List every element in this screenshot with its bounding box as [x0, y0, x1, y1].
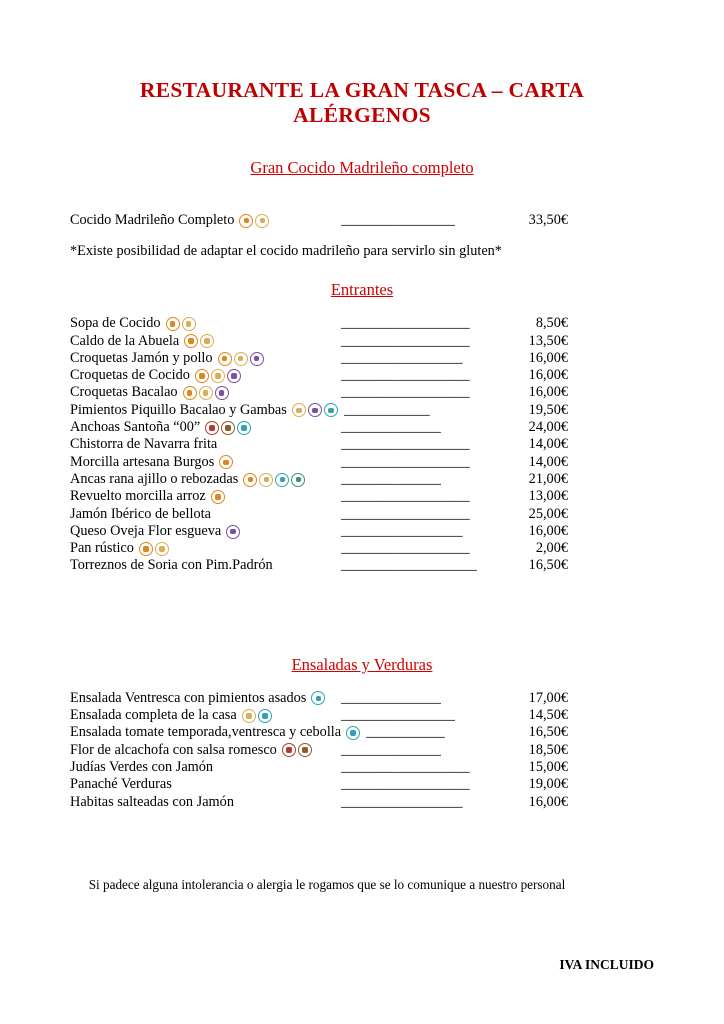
- menu-item-row: [70, 367, 568, 384]
- molluscs-allergen-icon: [291, 473, 305, 487]
- item-line: __________________: [341, 384, 470, 401]
- item-left: [70, 776, 335, 793]
- gluten-allergen-icon: [166, 317, 180, 331]
- item-left: [70, 506, 335, 523]
- item-price: 16,50€: [528, 557, 568, 574]
- gluten-allergen-icon: [139, 542, 153, 556]
- menu-item-row: [70, 402, 568, 419]
- menu-item-row: [70, 488, 568, 505]
- item-price: 33,50€: [528, 212, 568, 228]
- item-price: 16,50€: [528, 724, 568, 741]
- menu-section: [70, 280, 654, 574]
- item-price: 16,00€: [528, 367, 568, 384]
- item-price: 2,00€: [535, 540, 568, 557]
- crustaceans-allergen-icon: [205, 421, 219, 435]
- fish-allergen-icon: [275, 473, 289, 487]
- page-title: RESTAURANTE LA GRAN TASCA – CARTA ALÉRGENOS: [139, 78, 585, 127]
- fish-allergen-icon: [324, 403, 338, 417]
- gluten-allergen-icon: [243, 473, 257, 487]
- menu-item-row: [70, 557, 568, 574]
- item-allergens: [183, 386, 229, 400]
- item-allergens: [242, 709, 272, 723]
- item-line: _________________: [341, 522, 463, 539]
- menu-item-row: [70, 333, 568, 350]
- milk-allergen-icon: [227, 369, 241, 383]
- milk-allergen-icon: [215, 386, 229, 400]
- item-price: 16,00€: [528, 522, 568, 539]
- item-price: 21,00€: [528, 470, 568, 487]
- item-allergens: [139, 542, 169, 556]
- item-left: [70, 540, 335, 557]
- item-line: ______________: [341, 470, 442, 487]
- item-price: 16,00€: [528, 384, 568, 401]
- item-left: [70, 436, 335, 453]
- crustaceans-allergen-icon: [282, 743, 296, 757]
- item-name: Queso Oveja Flor esgueva: [70, 522, 222, 539]
- menu-item-row: [70, 707, 568, 724]
- menu-item-row: [70, 724, 568, 741]
- menu-item-row: [70, 454, 568, 471]
- item-name: Jamón Ibérico de bellota: [70, 505, 211, 522]
- item-line: _________________: [341, 349, 463, 366]
- item-left: [70, 315, 335, 332]
- item-line: __________________: [341, 540, 470, 557]
- item-name: Pimientos Piquillo Bacalao y Gambas: [70, 401, 287, 418]
- milk-allergen-icon: [226, 525, 240, 539]
- item-allergens: [226, 525, 240, 539]
- item-line: ________________: [341, 707, 456, 724]
- item-allergens: [311, 691, 325, 705]
- egg-allergen-icon: [199, 386, 213, 400]
- item-allergens: [166, 317, 196, 331]
- item-name: Ensalada completa de la casa: [70, 707, 237, 724]
- fish-allergen-icon: [258, 709, 272, 723]
- item-line: ___________________: [341, 557, 477, 574]
- item-name: Panaché Verduras: [70, 776, 172, 793]
- item-allergens: [243, 473, 305, 487]
- gluten-allergen-icon: [218, 352, 232, 366]
- item-line: __________________: [341, 436, 470, 453]
- menu-sections: [70, 158, 654, 811]
- fish-allergen-icon: [346, 726, 360, 740]
- iva-included-note: IVA INCLUIDO: [559, 956, 654, 972]
- item-left: [70, 333, 335, 350]
- item-allergens: [239, 214, 269, 228]
- item-left: [70, 402, 338, 419]
- item-left: [70, 742, 335, 759]
- menu-item-row: [70, 436, 568, 453]
- gluten-allergen-icon: [183, 386, 197, 400]
- egg-allergen-icon: [200, 334, 214, 348]
- item-line: ____________: [343, 401, 430, 418]
- item-name: Chistorra de Navarra frita: [70, 436, 218, 453]
- sulphites-allergen-icon: [221, 421, 235, 435]
- item-line: ______________: [341, 741, 442, 758]
- item-allergens: [292, 403, 338, 417]
- item-left: [70, 707, 335, 724]
- item-allergens: [195, 369, 241, 383]
- menu-item-row: [70, 506, 568, 523]
- item-price: 25,00€: [528, 505, 568, 522]
- item-name: Sopa de Cocido: [70, 315, 161, 332]
- item-left: [70, 794, 335, 811]
- item-line: __________________: [341, 332, 470, 349]
- egg-allergen-icon: [182, 317, 196, 331]
- item-price: 8,50€: [535, 315, 568, 332]
- item-name: Croquetas de Cocido: [70, 367, 190, 384]
- menu-item-row: [70, 350, 568, 367]
- item-left: [70, 523, 335, 540]
- item-left: [70, 557, 335, 574]
- item-allergens: [218, 352, 264, 366]
- item-left: [70, 367, 335, 384]
- item-line: __________________: [341, 453, 470, 470]
- item-price: 18,50€: [528, 741, 568, 758]
- item-left: [70, 419, 335, 436]
- gluten-allergen-icon: [184, 334, 198, 348]
- item-price: 14,00€: [528, 436, 568, 453]
- item-price: 13,50€: [528, 332, 568, 349]
- item-allergens: [211, 490, 225, 504]
- item-allergens: [205, 421, 251, 435]
- item-price: 19,00€: [528, 776, 568, 793]
- item-name: Habitas salteadas con Jamón: [70, 793, 234, 810]
- item-allergens: [184, 334, 214, 348]
- item-price: 14,00€: [528, 453, 568, 470]
- item-line: ______________: [341, 419, 442, 436]
- menu-item-row: [70, 776, 568, 793]
- item-line: ______________: [341, 689, 442, 706]
- item-name: Croquetas Jamón y pollo: [70, 349, 213, 366]
- item-left: [70, 759, 335, 776]
- menu-item-row: [70, 523, 568, 540]
- item-allergens: [346, 726, 360, 740]
- item-line: __________________: [341, 488, 470, 505]
- item-name: Croquetas Bacalao: [70, 384, 178, 401]
- section-items: [70, 212, 568, 229]
- item-line: _________________: [341, 793, 463, 810]
- item-left: [70, 690, 335, 707]
- item-line: ________________: [341, 212, 456, 228]
- gluten-allergen-icon: [195, 369, 209, 383]
- item-price: 15,00€: [528, 758, 568, 775]
- egg-allergen-icon: [242, 709, 256, 723]
- item-name: Ensalada Ventresca con pimientos asados: [70, 689, 307, 706]
- item-left: [70, 471, 335, 488]
- item-line: __________________: [341, 315, 470, 332]
- menu-item-row: [70, 419, 568, 436]
- item-left: [70, 724, 360, 741]
- item-price: 24,00€: [528, 419, 568, 436]
- item-price: 16,00€: [528, 349, 568, 366]
- menu-section: [70, 158, 654, 260]
- item-left: [70, 454, 335, 471]
- section-note: *Existe posibilidad de adaptar el cocido madrileño para servirlo sin gluten*: [70, 243, 502, 260]
- item-line: __________________: [341, 505, 470, 522]
- item-left: [70, 384, 335, 401]
- item-name: Cocido Madrileño Completo: [70, 212, 235, 228]
- section-heading: Gran Cocido Madrileño completo: [250, 158, 474, 177]
- egg-allergen-icon: [234, 352, 248, 366]
- menu-item-row: [70, 315, 568, 332]
- item-allergens: [219, 455, 233, 469]
- menu-section: [70, 655, 654, 811]
- item-line: __________________: [341, 776, 470, 793]
- item-name: Flor de alcachofa con salsa romesco: [70, 741, 277, 758]
- item-name: Anchoas Santoña “00”: [70, 419, 201, 436]
- item-name: Revuelto morcilla arroz: [70, 488, 206, 505]
- section-items: [70, 690, 568, 811]
- item-name: Judías Verdes con Jamón: [70, 758, 214, 775]
- item-line: __________________: [341, 758, 470, 775]
- menu-item-row: [70, 471, 568, 488]
- item-price: 13,00€: [528, 488, 568, 505]
- menu-item-row: [70, 759, 568, 776]
- item-price: 17,00€: [528, 689, 568, 706]
- item-name: Pan rústico: [70, 540, 134, 557]
- item-name: Torreznos de Soria con Pim.Padrón: [70, 557, 273, 574]
- menu-item-row: [70, 212, 568, 229]
- fish-allergen-icon: [311, 691, 325, 705]
- gluten-allergen-icon: [219, 455, 233, 469]
- menu-item-row: [70, 540, 568, 557]
- item-price: 14,50€: [528, 707, 568, 724]
- egg-allergen-icon: [255, 214, 269, 228]
- milk-allergen-icon: [250, 352, 264, 366]
- item-name: Morcilla artesana Burgos: [70, 453, 215, 470]
- section-heading: Ensaladas y Verduras: [291, 654, 433, 674]
- item-name: Ancas rana ajillo o rebozadas: [70, 470, 239, 487]
- egg-allergen-icon: [211, 369, 225, 383]
- allergy-notice: Si padece alguna intolerancia o alergia le rogamos que se lo comunique a nuestro personal: [88, 876, 566, 892]
- egg-allergen-icon: [155, 542, 169, 556]
- fish-allergen-icon: [237, 421, 251, 435]
- item-allergens: [282, 743, 312, 757]
- section-items: [70, 315, 568, 574]
- egg-allergen-icon: [259, 473, 273, 487]
- item-left: [70, 212, 335, 229]
- milk-allergen-icon: [308, 403, 322, 417]
- menu-item-row: [70, 794, 568, 811]
- sulphites-allergen-icon: [298, 743, 312, 757]
- item-name: Caldo de la Abuela: [70, 332, 180, 349]
- item-line: __________________: [341, 367, 470, 384]
- menu-item-row: [70, 690, 568, 707]
- gluten-allergen-icon: [239, 214, 253, 228]
- item-name: Ensalada tomate temporada,ventresca y cebolla: [70, 724, 342, 741]
- item-line: ___________: [366, 724, 445, 741]
- menu-item-row: [70, 384, 568, 401]
- section-heading: Entrantes: [330, 280, 394, 300]
- item-left: [70, 350, 335, 367]
- menu-item-row: [70, 742, 568, 759]
- item-left: [70, 488, 335, 505]
- item-price: 19,50€: [528, 401, 568, 418]
- item-price: 16,00€: [528, 793, 568, 810]
- egg-allergen-icon: [292, 403, 306, 417]
- gluten-allergen-icon: [211, 490, 225, 504]
